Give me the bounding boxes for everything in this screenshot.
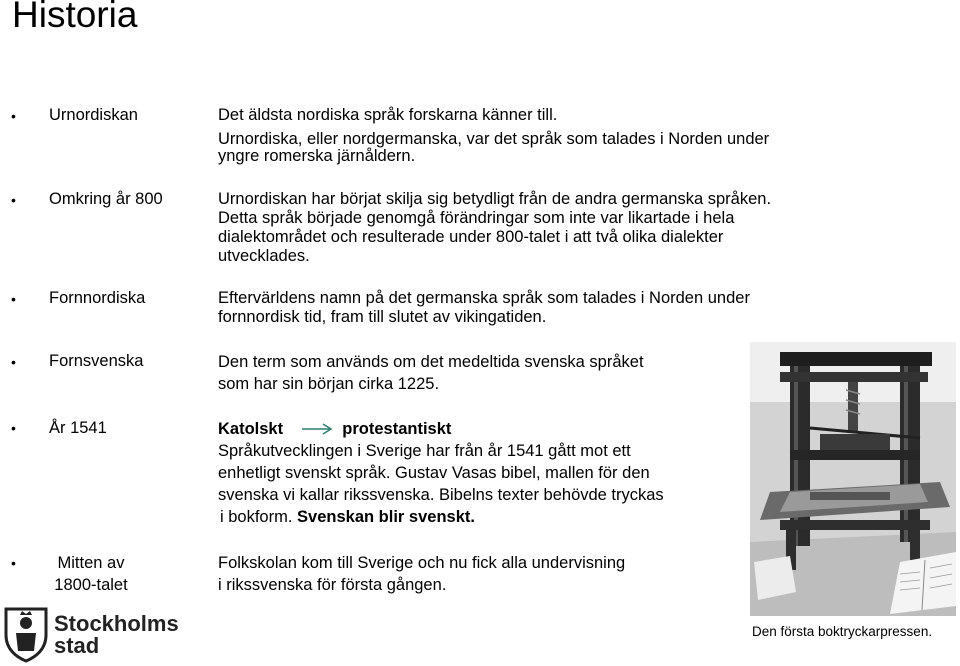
- description-line: Eftervärldens namn på det germanska språk som talades i Norden under: [218, 289, 750, 307]
- heading-protestantiskt: protestantiskt: [342, 420, 452, 438]
- printing-press-illustration: [750, 342, 956, 616]
- bullet-dot: •: [11, 192, 16, 208]
- description-line: Urnordiskan har börjat skilja sig betydligt från de andra germanska språken.: [218, 190, 772, 208]
- description-line: Språkutvecklingen i Sverige har från år 1541 gått mot ett: [218, 442, 631, 460]
- description-line: dialektområdet och resulterade under 800-talet i att två olika dialekter: [218, 228, 724, 246]
- term-urnordiskan: Urnordiskan: [49, 106, 138, 124]
- row-omkring-description: [218, 189, 771, 266]
- bullet-dot: •: [11, 420, 16, 436]
- image-caption: Den första boktryckarpressen.: [752, 624, 933, 639]
- last-line-plain: i bokform.: [220, 508, 298, 526]
- term-fornsvenska: Fornsvenska: [49, 352, 144, 370]
- row-1541-description: [218, 418, 664, 528]
- term-fornnordiska: Fornnordiska: [49, 289, 146, 307]
- right-arrow-icon: [300, 421, 334, 435]
- description-line: Folkskolan kom till Sverige och nu fick alla undervisning: [218, 554, 626, 572]
- stockholm-crest-icon: [2, 605, 50, 663]
- heading-katolskt: Katolskt: [218, 420, 284, 438]
- description-line: Den term som används om det medeltida svenska språket: [218, 353, 644, 371]
- page-title: Historia: [12, 0, 138, 35]
- bullet-dot: •: [11, 555, 16, 571]
- bullet-dot: •: [11, 108, 16, 124]
- row-urnordiskan-description: [218, 105, 769, 166]
- logo-line-2: stad: [54, 633, 100, 658]
- term-line: 1800-talet: [54, 576, 128, 594]
- description-line: svenska vi kallar rikssvenska. Bibelns texter behövde tryckas: [218, 486, 664, 504]
- description-line-last: [218, 506, 664, 528]
- description-line: Urnordiska, eller nordgermanska, var det språk som talades i Norden under: [218, 130, 770, 148]
- description-line: fornnordisk tid, fram till slutet av vikingatiden.: [218, 308, 547, 326]
- stockholms-stad-logo: [0, 605, 180, 663]
- row-1800-description: [218, 552, 625, 596]
- bullet-dot: •: [11, 354, 16, 370]
- description-line: som har sin början cirka 1225.: [218, 375, 440, 393]
- description-line: i rikssvenska för första gången.: [218, 576, 447, 594]
- row-fornsvenska-description: [218, 351, 644, 395]
- bullet-dot: •: [11, 291, 16, 307]
- description-line: enhetligt svenskt språk. Gustav Vasas bibel, mallen för den: [218, 464, 650, 482]
- printing-press-drawing: [750, 342, 956, 616]
- description-line: yngre romerska järnåldern.: [218, 147, 416, 165]
- row-fornnordiska-description: [218, 288, 750, 327]
- term-mitten-av-1800-talet: [44, 552, 138, 596]
- term-line: Mitten av: [57, 554, 125, 572]
- description-line: utvecklades.: [218, 247, 310, 265]
- term-ar-1541: År 1541: [49, 419, 107, 437]
- description-line: Detta språk började genomgå förändringar som inte var likartade i hela: [218, 209, 735, 227]
- heading-line: [218, 418, 664, 440]
- last-line-bold: Svenskan blir svenskt.: [297, 508, 475, 526]
- term-omkring-ar-800: Omkring år 800: [49, 190, 163, 208]
- logo-line-1: Stockholms: [54, 611, 179, 636]
- description-line: Det äldsta nordiska språk forskarna känner till.: [218, 106, 558, 124]
